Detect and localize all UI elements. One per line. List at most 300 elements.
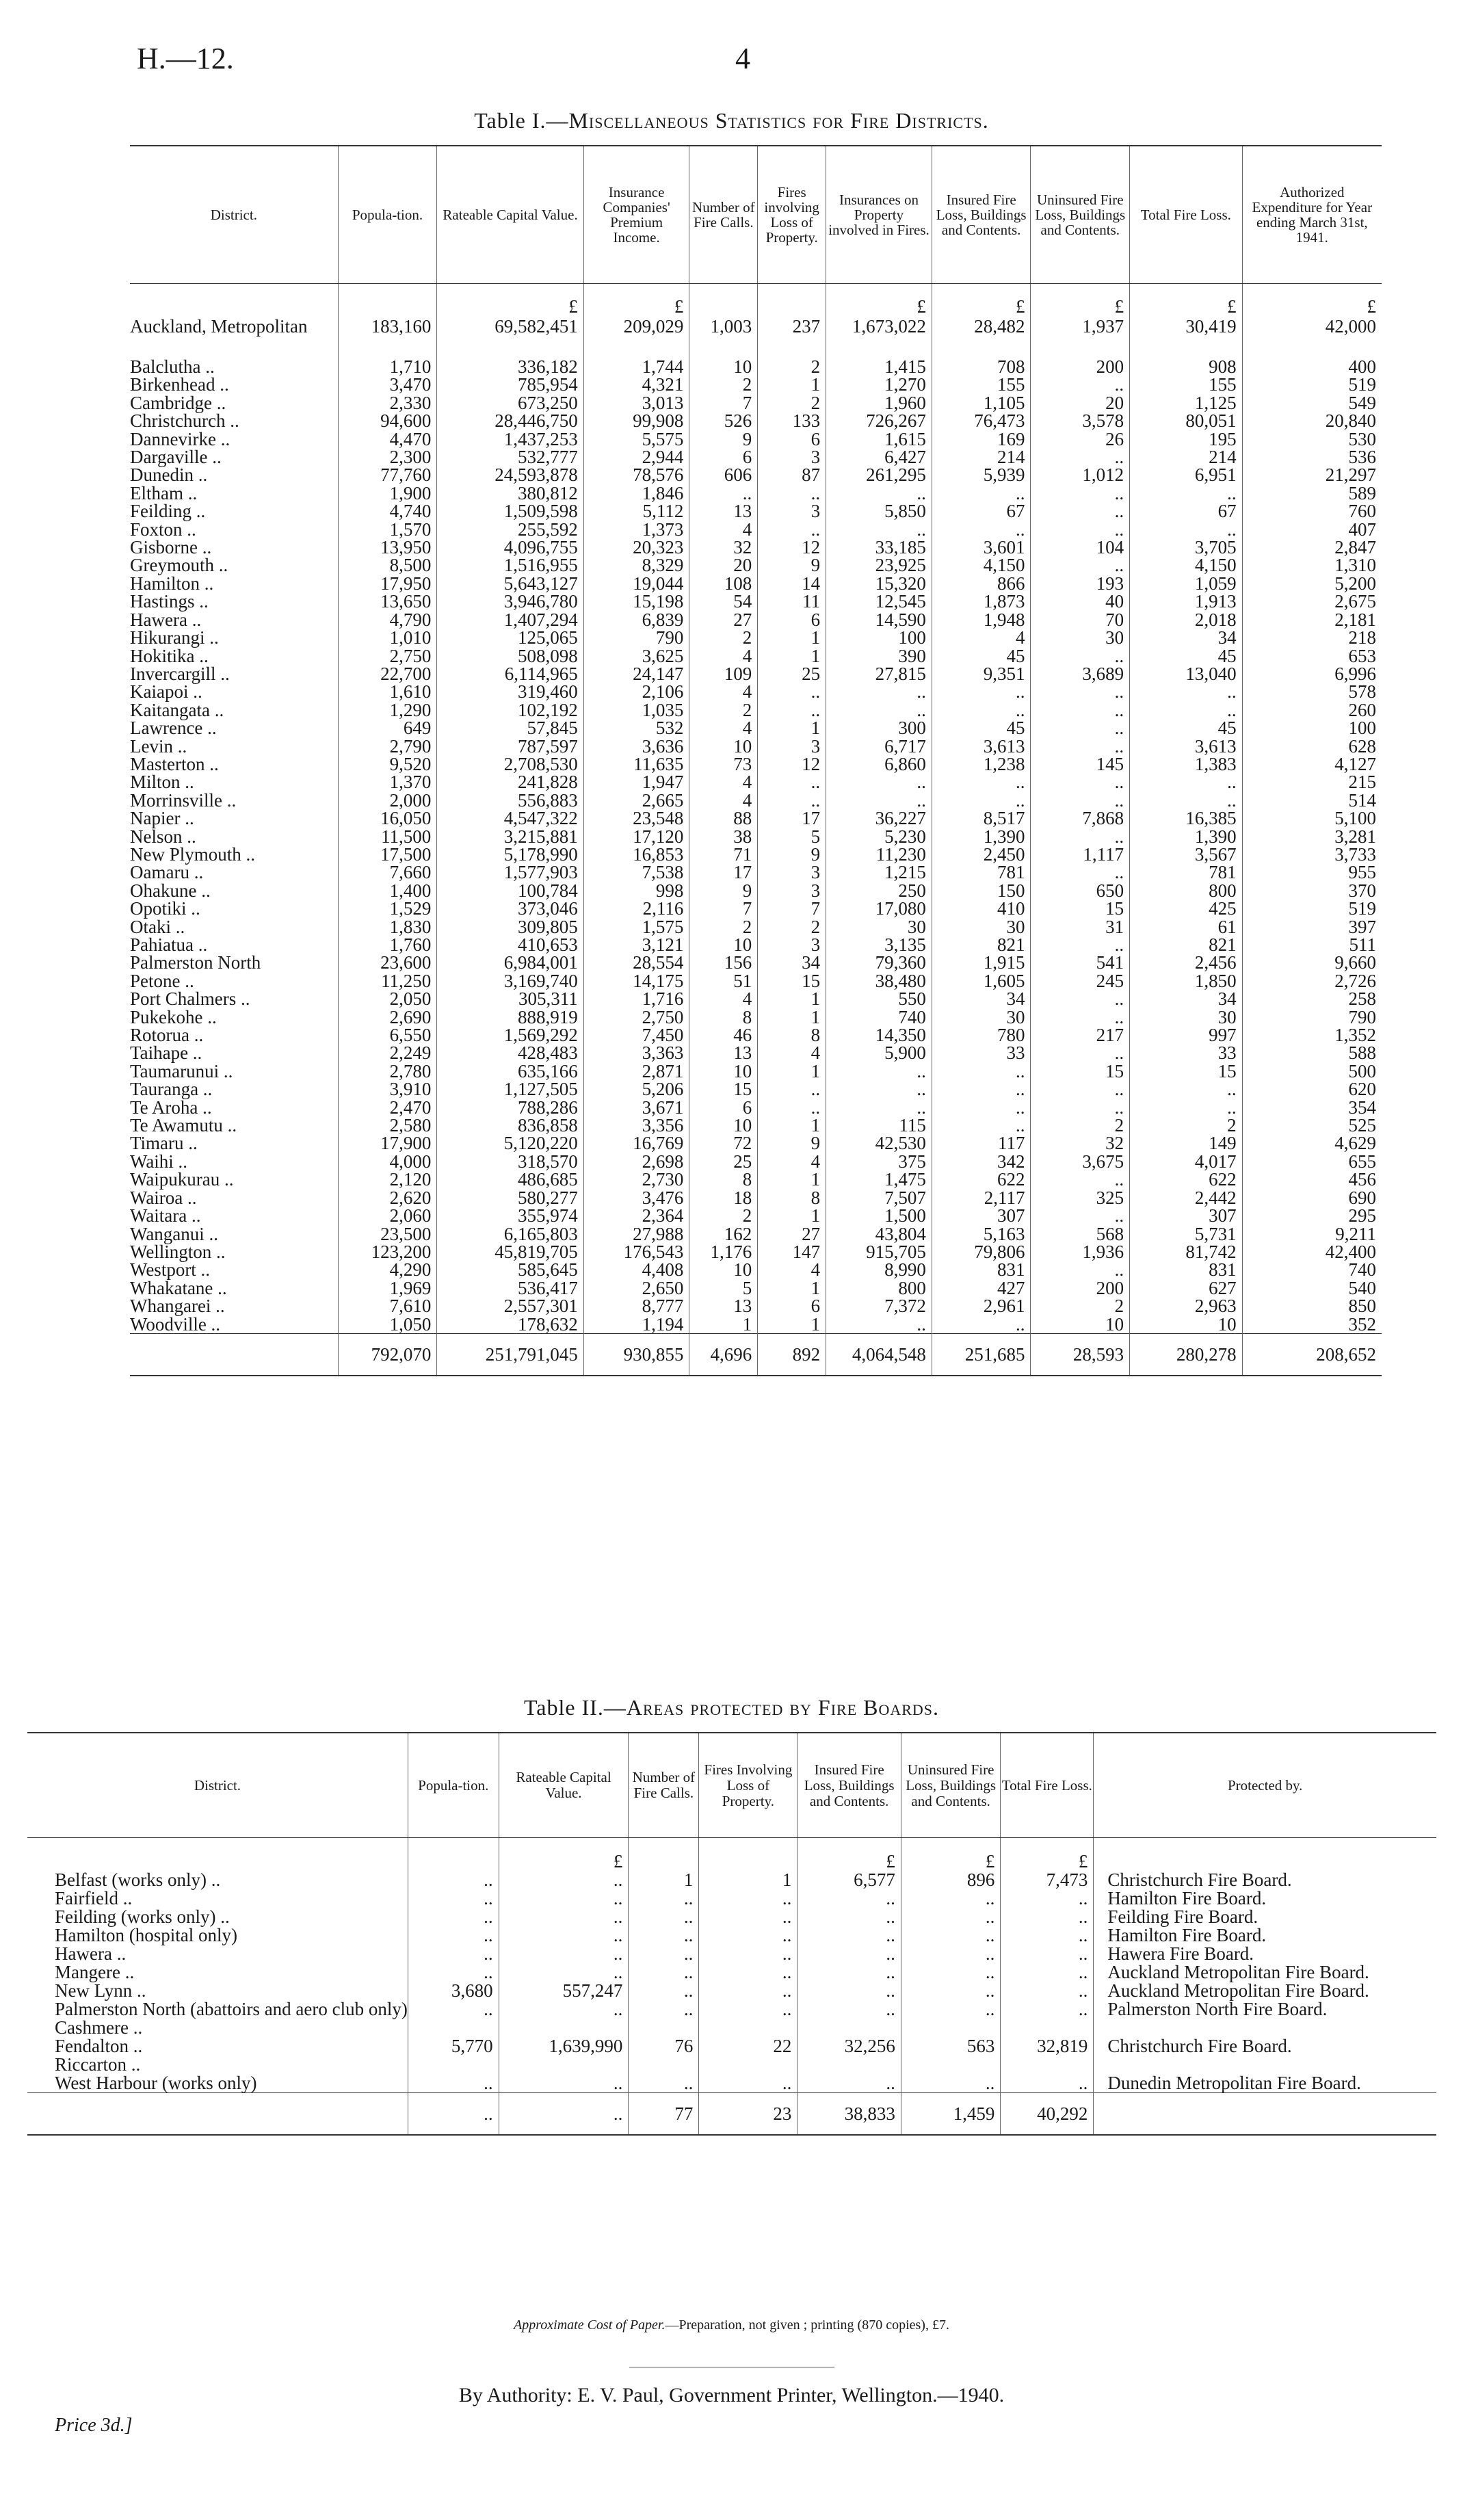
table-cell: 9,520 <box>338 755 437 773</box>
table-cell: New Plymouth .. <box>130 843 256 865</box>
table-cell: .. <box>798 2074 901 2093</box>
table-cell: 519 <box>1242 900 1382 917</box>
table-cell: 781 <box>1130 863 1243 881</box>
table2-units-row <box>27 1838 1436 1872</box>
table-row <box>130 990 1382 1008</box>
table-cell: 3,671 <box>583 1099 689 1116</box>
table-cell: 3,675 <box>1031 1153 1130 1170</box>
table-row <box>130 1116 1382 1134</box>
table-cell: 318,570 <box>437 1153 583 1170</box>
table-cell: 790 <box>1242 1008 1382 1026</box>
table-cell: 23,600 <box>338 954 437 971</box>
table-row <box>130 918 1382 936</box>
table-cell: .. <box>798 2000 901 2019</box>
table-cell: 2,249 <box>338 1044 437 1062</box>
table-cell: Nelson .. <box>130 826 196 847</box>
table-cell: .. <box>689 484 758 502</box>
table-cell: 2,730 <box>583 1170 689 1188</box>
table-cell: 245 <box>1031 972 1130 990</box>
table-row <box>130 1189 1382 1207</box>
table-cell: 13,650 <box>338 592 437 610</box>
table-cell: 23 <box>699 2093 798 2136</box>
table-cell: 19,044 <box>583 575 689 592</box>
table-cell: 3,946,780 <box>437 592 583 610</box>
table-cell: 4 <box>758 1153 826 1170</box>
table1-column-header: Authorized Expenditure for Year ending March 31st, 1941. <box>1242 146 1382 284</box>
table-cell: 1,012 <box>1031 466 1130 484</box>
table-cell: 7,450 <box>583 1026 689 1044</box>
table2-column-header: Protected by. <box>1094 1733 1436 1838</box>
table-cell: .. <box>408 2093 499 2136</box>
table-cell: Waihi .. <box>130 1151 188 1172</box>
table-cell: .. <box>932 791 1031 809</box>
table-cell: .. <box>1031 683 1130 700</box>
table-cell: 4,629 <box>1242 1134 1382 1152</box>
table-row <box>130 629 1382 646</box>
table-row <box>130 448 1382 466</box>
table-cell: 5,178,990 <box>437 845 583 863</box>
table-cell: 10 <box>689 1261 758 1278</box>
table-cell: 589 <box>1242 484 1382 502</box>
table-cell: .. <box>699 1945 798 1963</box>
table-cell: 390 <box>826 647 932 665</box>
table-cell: .. <box>1130 701 1243 719</box>
table-cell: 1,605 <box>932 972 1031 990</box>
table-cell: 71 <box>689 845 758 863</box>
table-cell: Hikurangi .. <box>130 627 219 648</box>
table-cell: 1,105 <box>932 394 1031 412</box>
table-cell: 215 <box>1242 773 1382 791</box>
table-cell: .. <box>1031 701 1130 719</box>
table-cell: .. <box>932 1315 1031 1334</box>
table-cell: 100 <box>1242 719 1382 737</box>
table1-units-row <box>130 284 1382 317</box>
table-cell: 251,685 <box>932 1333 1031 1376</box>
table-cell: 3 <box>758 737 826 755</box>
table-cell: 11 <box>758 592 826 610</box>
table-cell: 1 <box>758 990 826 1008</box>
table-row <box>130 1279 1382 1297</box>
table-cell: 9 <box>758 1134 826 1152</box>
table-cell: Taihape .. <box>130 1042 202 1064</box>
table-cell: 14 <box>758 575 826 592</box>
table-cell: 2,060 <box>338 1207 437 1224</box>
table-cell: .. <box>408 1871 499 1889</box>
table-cell: 760 <box>1242 502 1382 520</box>
table-cell: £ <box>826 284 932 317</box>
table-cell: 28,482 <box>932 317 1031 358</box>
table-cell: 541 <box>1031 954 1130 971</box>
table-cell: .. <box>408 1889 499 1908</box>
footnote-text: —Preparation, not given ; printing (870 copies), £7. <box>665 2318 949 2333</box>
table-cell: .. <box>932 1062 1031 1080</box>
table-cell: 26 <box>1031 430 1130 448</box>
table-cell: .. <box>901 1982 1000 2000</box>
table-cell: 1 <box>758 1116 826 1134</box>
table-cell: 183,160 <box>338 317 437 358</box>
table-cell: 295 <box>1242 1207 1382 1224</box>
table-cell: 4 <box>689 647 758 665</box>
table-cell: 76,473 <box>932 412 1031 430</box>
table-cell: 15 <box>1031 900 1130 917</box>
table-cell: .. <box>758 521 826 538</box>
table-cell: 850 <box>1242 1297 1382 1315</box>
table-cell: .. <box>901 1945 1000 1963</box>
table-cell: Wanganui .. <box>130 1223 219 1244</box>
table-cell: 622 <box>1130 1170 1243 1188</box>
table-cell: 33 <box>1130 1044 1243 1062</box>
table-cell: 8 <box>689 1170 758 1188</box>
table-cell: 1,010 <box>338 629 437 646</box>
table-cell: 1,400 <box>338 882 437 900</box>
table-cell: 1,125 <box>1130 394 1243 412</box>
table-cell: 17 <box>758 809 826 827</box>
table-cell: 300 <box>826 719 932 737</box>
table-cell: 606 <box>689 466 758 484</box>
table-cell: Waitara .. <box>130 1205 201 1226</box>
table-row <box>27 2000 1436 2019</box>
table-cell: 5,770 <box>408 2037 499 2056</box>
table-cell: .. <box>408 1926 499 1945</box>
table-cell: 3,705 <box>1130 538 1243 556</box>
table2-column-header: Rateable Capital Value. <box>499 1733 629 1838</box>
table-cell: .. <box>826 1315 932 1334</box>
table-cell: 397 <box>1242 918 1382 936</box>
table-cell: Te Awamutu .. <box>130 1115 237 1136</box>
table-cell: 352 <box>1242 1315 1382 1334</box>
table-cell: Te Aroha .. <box>130 1097 212 1118</box>
table-cell: 10 <box>689 936 758 954</box>
table-cell: 21,297 <box>1242 466 1382 484</box>
table-cell: .. <box>758 484 826 502</box>
table-cell: 31 <box>1031 918 1130 936</box>
table-cell: .. <box>798 1963 901 1982</box>
table-cell: Pukekohe .. <box>130 1006 217 1027</box>
table-cell: .. <box>699 1889 798 1908</box>
table-cell: £ <box>798 1838 901 1872</box>
table1-caption-lead: Table I.— <box>474 108 569 133</box>
table-cell: 622 <box>932 1170 1031 1188</box>
table-cell: 530 <box>1242 430 1382 448</box>
table-cell: 87 <box>758 466 826 484</box>
table-cell: .. <box>1031 521 1130 538</box>
table-cell: 27 <box>758 1225 826 1243</box>
table-cell: 15 <box>1130 1062 1243 1080</box>
table-cell: Christchurch Fire Board. <box>1094 1871 1436 1889</box>
table-cell: 260 <box>1242 701 1382 719</box>
table-cell: 792,070 <box>338 1333 437 1376</box>
table-cell <box>1094 2093 1436 2136</box>
table-cell: £ <box>901 1838 1000 1872</box>
fire-boards-table <box>27 1732 1436 2136</box>
table-cell: 649 <box>338 719 437 737</box>
table-cell: 12,545 <box>826 592 932 610</box>
table-cell: 3,601 <box>932 538 1031 556</box>
table-cell: 18 <box>689 1189 758 1207</box>
table-cell: .. <box>1031 1207 1130 1224</box>
table-cell: 156 <box>689 954 758 971</box>
table-cell: Cashmere .. <box>55 2017 143 2038</box>
table-cell: 4,408 <box>583 1261 689 1278</box>
table-cell: 9 <box>689 430 758 448</box>
table-cell: 6,717 <box>826 737 932 755</box>
table-cell: .. <box>1031 484 1130 502</box>
table-cell: 2 <box>1031 1116 1130 1134</box>
table-cell: .. <box>1031 556 1130 574</box>
table-cell: 6,550 <box>338 1026 437 1044</box>
table-cell: 30 <box>932 1008 1031 1026</box>
table-cell: Invercargill .. <box>130 663 230 684</box>
table-cell: 8 <box>758 1189 826 1207</box>
table-cell: 57,845 <box>437 719 583 737</box>
table-cell: 2,117 <box>932 1189 1031 1207</box>
table-cell: Petone .. <box>130 970 194 991</box>
table-cell: 2,961 <box>932 1297 1031 1315</box>
table-cell: 42,530 <box>826 1134 932 1152</box>
table-row <box>27 1889 1436 1908</box>
table-cell: £ <box>1031 284 1130 317</box>
table-cell: 620 <box>1242 1080 1382 1098</box>
table-cell: 5,850 <box>826 502 932 520</box>
table-row <box>130 592 1382 610</box>
table-cell: 7,507 <box>826 1189 932 1207</box>
table-cell: Auckland, Metropolitan <box>130 316 308 337</box>
table-cell: 1,516,955 <box>437 556 583 574</box>
table-cell: 30,419 <box>1130 317 1243 358</box>
table-cell: Dunedin Metropolitan Fire Board. <box>1094 2074 1436 2093</box>
table-cell: 1,290 <box>338 701 437 719</box>
table-cell: 307 <box>932 1207 1031 1224</box>
table-cell: .. <box>932 701 1031 719</box>
table-cell: 23,548 <box>583 809 689 827</box>
table-cell: Oamaru .. <box>130 862 204 883</box>
table-cell: Hawera .. <box>130 609 202 630</box>
table-cell: .. <box>901 1908 1000 1926</box>
table-cell: 536 <box>1242 448 1382 466</box>
table-cell: 2,557,301 <box>437 1297 583 1315</box>
table-cell: 6,577 <box>798 1871 901 1889</box>
table-cell: 2 <box>689 1207 758 1224</box>
table-cell: 23,925 <box>826 556 932 574</box>
table-cell: 45 <box>1130 719 1243 737</box>
table-row <box>27 1908 1436 1926</box>
table-cell: Whakatane .. <box>130 1277 227 1298</box>
table-cell: 6 <box>689 1099 758 1116</box>
table-cell <box>901 2019 1000 2037</box>
table-row <box>130 1297 1382 1315</box>
table-row <box>27 2056 1436 2074</box>
table-cell: 261,295 <box>826 466 932 484</box>
table-cell: 2,675 <box>1242 592 1382 610</box>
table-cell: 193 <box>1031 575 1130 592</box>
table-cell: Hamilton Fire Board. <box>1094 1889 1436 1908</box>
table-cell: .. <box>798 1908 901 1926</box>
table-cell: 1,639,990 <box>499 2037 629 2056</box>
table-cell: 4 <box>689 990 758 1008</box>
table-cell: 1,437,253 <box>437 430 583 448</box>
table2-column-header: Fires Involving Loss of Property. <box>699 1733 798 1838</box>
table-cell: 2,620 <box>338 1189 437 1207</box>
table-cell: 336,182 <box>437 358 583 376</box>
table-cell: 514 <box>1242 791 1382 809</box>
table-cell: 5,939 <box>932 466 1031 484</box>
table-cell <box>130 284 338 317</box>
table-cell: 46 <box>689 1026 758 1044</box>
table-cell: 4,790 <box>338 611 437 629</box>
table-cell: Whangarei .. <box>130 1296 225 1317</box>
table-cell: .. <box>826 683 932 700</box>
table-cell: £ <box>437 284 583 317</box>
table-cell: 45 <box>1130 647 1243 665</box>
table-cell: 178,632 <box>437 1315 583 1334</box>
table-row <box>130 809 1382 827</box>
table-cell: 6 <box>758 611 826 629</box>
table-cell: 380,812 <box>437 484 583 502</box>
table-cell: 5 <box>689 1279 758 1297</box>
table-cell: 549 <box>1242 394 1382 412</box>
table-cell: Kaiapoi .. <box>130 681 202 703</box>
table-cell: 100 <box>826 629 932 646</box>
table-cell: Timaru .. <box>130 1133 198 1154</box>
table-cell: 8,329 <box>583 556 689 574</box>
table-cell: 2,750 <box>338 647 437 665</box>
table-cell: 532,777 <box>437 448 583 466</box>
table-cell: 486,685 <box>437 1170 583 1188</box>
table-cell: .. <box>1001 1926 1094 1945</box>
table-cell: Opotiki .. <box>130 898 200 919</box>
table-cell: 2 <box>689 918 758 936</box>
table-cell: 2,456 <box>1130 954 1243 971</box>
table-cell: .. <box>1130 1099 1243 1116</box>
table-cell <box>408 1838 499 1872</box>
table-row <box>130 665 1382 683</box>
table-cell: 123,200 <box>338 1243 437 1261</box>
table-cell: .. <box>1130 683 1243 700</box>
table-cell: 2,698 <box>583 1153 689 1170</box>
table-cell: 536,417 <box>437 1279 583 1297</box>
table-cell: 628 <box>1242 737 1382 755</box>
table-cell: .. <box>826 791 932 809</box>
table-cell <box>1001 2056 1094 2074</box>
table-cell: 325 <box>1031 1189 1130 1207</box>
table-cell: 2,116 <box>583 900 689 917</box>
table-cell: 508,098 <box>437 647 583 665</box>
table-cell: .. <box>408 2074 499 2093</box>
table-cell: Christchurch .. <box>130 410 239 432</box>
table-row <box>130 972 1382 990</box>
table-cell: 3,476 <box>583 1189 689 1207</box>
table-cell: 3,733 <box>1242 845 1382 863</box>
table-cell: 34 <box>1130 629 1243 646</box>
table-cell: 28,446,750 <box>437 412 583 430</box>
table-cell: .. <box>699 1926 798 1945</box>
table2-column-header: Total Fire Loss. <box>1001 1733 1094 1838</box>
table-cell: .. <box>499 2074 629 2093</box>
table-cell: 13,950 <box>338 538 437 556</box>
table-cell: 6,839 <box>583 611 689 629</box>
table-cell: .. <box>629 2000 699 2019</box>
table1-column-header: Insured Fire Loss, Buildings and Contents. <box>932 146 1031 284</box>
table-cell: 28,554 <box>583 954 689 971</box>
table-row <box>130 502 1382 520</box>
table-cell: 7 <box>689 900 758 917</box>
table-cell: 2,750 <box>583 1008 689 1026</box>
table-cell: 125,065 <box>437 629 583 646</box>
table-cell: 3,613 <box>1130 737 1243 755</box>
table-cell: Ohakune .. <box>130 880 211 901</box>
table2-column-header: Popula-tion. <box>408 1733 499 1838</box>
table-cell: 30 <box>1031 629 1130 646</box>
table-row <box>27 1945 1436 1963</box>
table-cell: 532 <box>583 719 689 737</box>
table-cell: .. <box>1001 1889 1094 1908</box>
table-cell: Hamilton Fire Board. <box>1094 1926 1436 1945</box>
table-cell: 635,166 <box>437 1062 583 1080</box>
table-cell: 13 <box>689 1044 758 1062</box>
table-cell: 109 <box>689 665 758 683</box>
table-cell: 217 <box>1031 1026 1130 1044</box>
table-cell: 38 <box>689 828 758 845</box>
table-cell: 1,373 <box>583 521 689 538</box>
table-row <box>130 1026 1382 1044</box>
table-cell: 4,470 <box>338 430 437 448</box>
table-cell: 1,948 <box>932 611 1031 629</box>
table-cell: 2 <box>689 629 758 646</box>
table-cell: 14,175 <box>583 972 689 990</box>
table-cell: Birkenhead .. <box>130 374 229 395</box>
table-cell: Palmerston North Fire Board. <box>1094 2000 1436 2019</box>
table-cell: 69,582,451 <box>437 317 583 358</box>
table-row <box>130 900 1382 917</box>
table-cell: 456 <box>1242 1170 1382 1188</box>
table-cell: 1 <box>629 1871 699 1889</box>
table-cell: 17 <box>689 863 758 881</box>
table-cell: 280,278 <box>1130 1333 1243 1376</box>
table-cell: 88 <box>689 809 758 827</box>
table-cell: Feilding Fire Board. <box>1094 1908 1436 1926</box>
table-cell: 7 <box>689 394 758 412</box>
table-cell: 4 <box>689 791 758 809</box>
table-cell: .. <box>932 1099 1031 1116</box>
table-cell: 307 <box>1130 1207 1243 1224</box>
table-cell: 588 <box>1242 1044 1382 1062</box>
table-cell: 115 <box>826 1116 932 1134</box>
table-cell: 428,483 <box>437 1044 583 1062</box>
table1-column-header: District. <box>130 146 338 284</box>
table-cell: Woodville .. <box>130 1313 221 1335</box>
table-cell: Hawera .. <box>55 1943 127 1964</box>
table-cell: 354 <box>1242 1099 1382 1116</box>
table-cell: 20,323 <box>583 538 689 556</box>
table-row <box>130 791 1382 809</box>
table-cell: .. <box>629 1963 699 1982</box>
table-cell: .. <box>408 1963 499 1982</box>
table-cell: 45 <box>932 647 1031 665</box>
table-cell <box>699 2056 798 2074</box>
table-row <box>130 701 1382 719</box>
table-cell: 1 <box>758 376 826 393</box>
table-cell: 3,356 <box>583 1116 689 1134</box>
table-cell: 4 <box>758 1044 826 1062</box>
table-cell: 13,040 <box>1130 665 1243 683</box>
table-cell: 355,974 <box>437 1207 583 1224</box>
table-cell: 342 <box>932 1153 1031 1170</box>
table-cell: 4,064,548 <box>826 1333 932 1376</box>
table-cell: 67 <box>932 502 1031 520</box>
table-cell: 6,951 <box>1130 466 1243 484</box>
table-cell: .. <box>1031 936 1130 954</box>
table-cell: 40 <box>1031 592 1130 610</box>
